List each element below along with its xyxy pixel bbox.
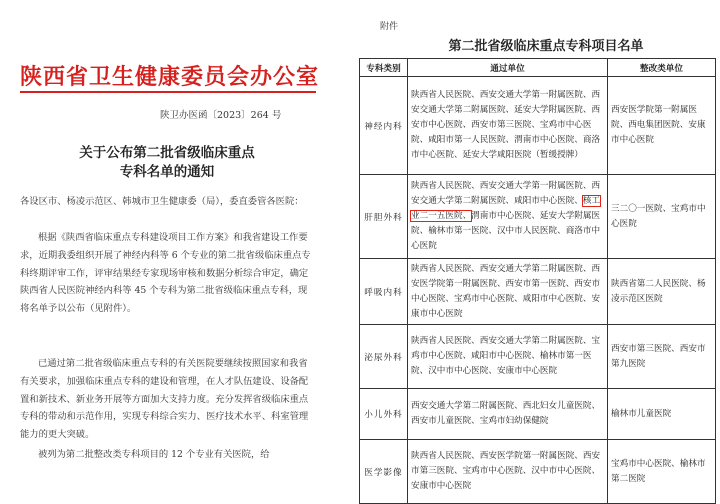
category-cell: 小儿外科 bbox=[360, 389, 408, 440]
body-paragraph-2: 已通过第二批省级临床重点专科的有关医院要继续按照国家和我省有关要求，加强临床重点专科的建设和管理，在人才队伍建设、设备配置和新技术、新业务开展等方面加大支持力度。充分发挥省级临床重点专科的带动和示范作用，实现专科综合实力、医疗技术水平、科室管理能力的更大突破。 bbox=[20, 358, 309, 441]
rectify-units-cell: 宝鸡市中心医院、榆林市第二医院 bbox=[608, 440, 716, 504]
notice-title-line-1: 关于公布第二批省级临床重点 bbox=[79, 145, 255, 161]
passed-units-cell: 陕西省人民医院、西安交通大学第二附属医院、西安医学院第一附属医院、西安市第一医院、西安市中心医院、宝鸡市中心医院、咸阳市中心医院、安康市中心医院 bbox=[408, 259, 608, 325]
rectify-units-cell: 榆林市儿童医院 bbox=[608, 389, 716, 440]
table-row bbox=[360, 259, 716, 325]
rectify-units-cell: 西安医学院第一附属医院、西电集团医院、安康市中心医院 bbox=[608, 77, 716, 175]
category-cell: 泌尿外科 bbox=[360, 325, 408, 389]
rectify-units-cell: 陕西省第二人民医院、杨凌示范区医院 bbox=[608, 259, 716, 325]
passed-units-cell: 西安交通大学第二附属医院、西北妇女儿童医院、西安市儿童医院、宝鸡市妇幼保健院 bbox=[408, 389, 608, 440]
recipients-paragraph: 各设区市、杨凌示范区、韩城市卫生健康委（局），委直委管各医院： bbox=[20, 196, 304, 207]
table-row bbox=[360, 175, 716, 259]
header-rectify-units: 整改类单位 bbox=[608, 59, 716, 77]
table-row bbox=[360, 440, 716, 504]
table-header-row bbox=[360, 59, 716, 77]
passed-units-cell: 陕西省人民医院、西安医学院第一附属医院、西安市第三医院、宝鸡市中心医院、汉中市中心医院、安康市中心医院 bbox=[408, 440, 608, 504]
rectify-units-cell: 西安市第三医院、西安市第九医院 bbox=[608, 325, 716, 389]
passed-units-cell: 陕西省人民医院、西安交通大学第一附属医院、西安交通大学第二附属医院、延安大学附属医院、西安市中心医院、西安市第三医院、宝鸡市中心医院、咸阳市第一人民医院、渭南市中心医院、商洛市中心医院、延安大学咸阳医院（暂缓授牌） bbox=[408, 77, 608, 175]
category-cell: 医学影像 bbox=[360, 440, 408, 504]
issuing-office-header: 陕西省卫生健康委员会办公室 bbox=[20, 64, 320, 90]
specialty-list-table bbox=[359, 58, 716, 504]
passed-units-cell: 陕西省人民医院、西安交通大学第二附属医院、宝鸡市中心医院、咸阳市中心医院、榆林市第一医院、汉中市中心医院、安康市中心医院 bbox=[408, 325, 608, 389]
rectify-units-cell: 三二〇一医院、宝鸡市中心医院 bbox=[608, 175, 716, 259]
table-row bbox=[360, 77, 716, 175]
attachment-label: 附件 bbox=[380, 22, 399, 32]
document-number: 陕卫办医函〔2023〕264 号 bbox=[160, 110, 282, 121]
category-cell: 神经内科 bbox=[360, 77, 408, 175]
highlighted-hospital: 核工业二一五医院、 bbox=[411, 196, 601, 221]
body-paragraph-3: 被列为第二批整改类专科项目的 12 个专业有关医院，给 bbox=[38, 449, 270, 460]
attachment-page bbox=[355, 0, 720, 490]
passed-units-text: 渭南市中心医院、延安大学附属医院、榆林市第一医院、汉中市人民医院、商洛市中心医院 bbox=[411, 211, 601, 251]
header-category: 专科类别 bbox=[360, 59, 408, 77]
body-paragraph-1: 根据《陕西省临床重点专科建设项目工作方案》和我省建设工作要求，近期我委组织开展了神经内科等 6 个专业的第二批省级临床重点专科终期评审工作，评审结果经专家现场审核和数据分析综合审定，确定陕西省人民医院神经内科等 45 个专科为第二批省级临床重点专科，现将名单予以公布（见附件）。 bbox=[20, 232, 311, 315]
table-row bbox=[360, 389, 716, 440]
category-cell: 肝胆外科 bbox=[360, 175, 408, 259]
category-cell: 呼吸内科 bbox=[360, 259, 408, 325]
red-divider-line bbox=[20, 91, 316, 93]
notice-title-line-2: 专科名单的通知 bbox=[119, 164, 215, 180]
attachment-title: 第二批省级临床重点专科项目名单 bbox=[448, 39, 644, 54]
passed-units-text: 陕西省人民医院、西安交通大学第一附属医院、西安交通大学第二附属医院、咸阳市中心医院、 bbox=[411, 181, 601, 206]
table-row bbox=[360, 325, 716, 389]
passed-units-cell bbox=[408, 175, 608, 259]
notice-document-page bbox=[0, 0, 345, 490]
header-passed-units: 通过单位 bbox=[408, 59, 608, 77]
